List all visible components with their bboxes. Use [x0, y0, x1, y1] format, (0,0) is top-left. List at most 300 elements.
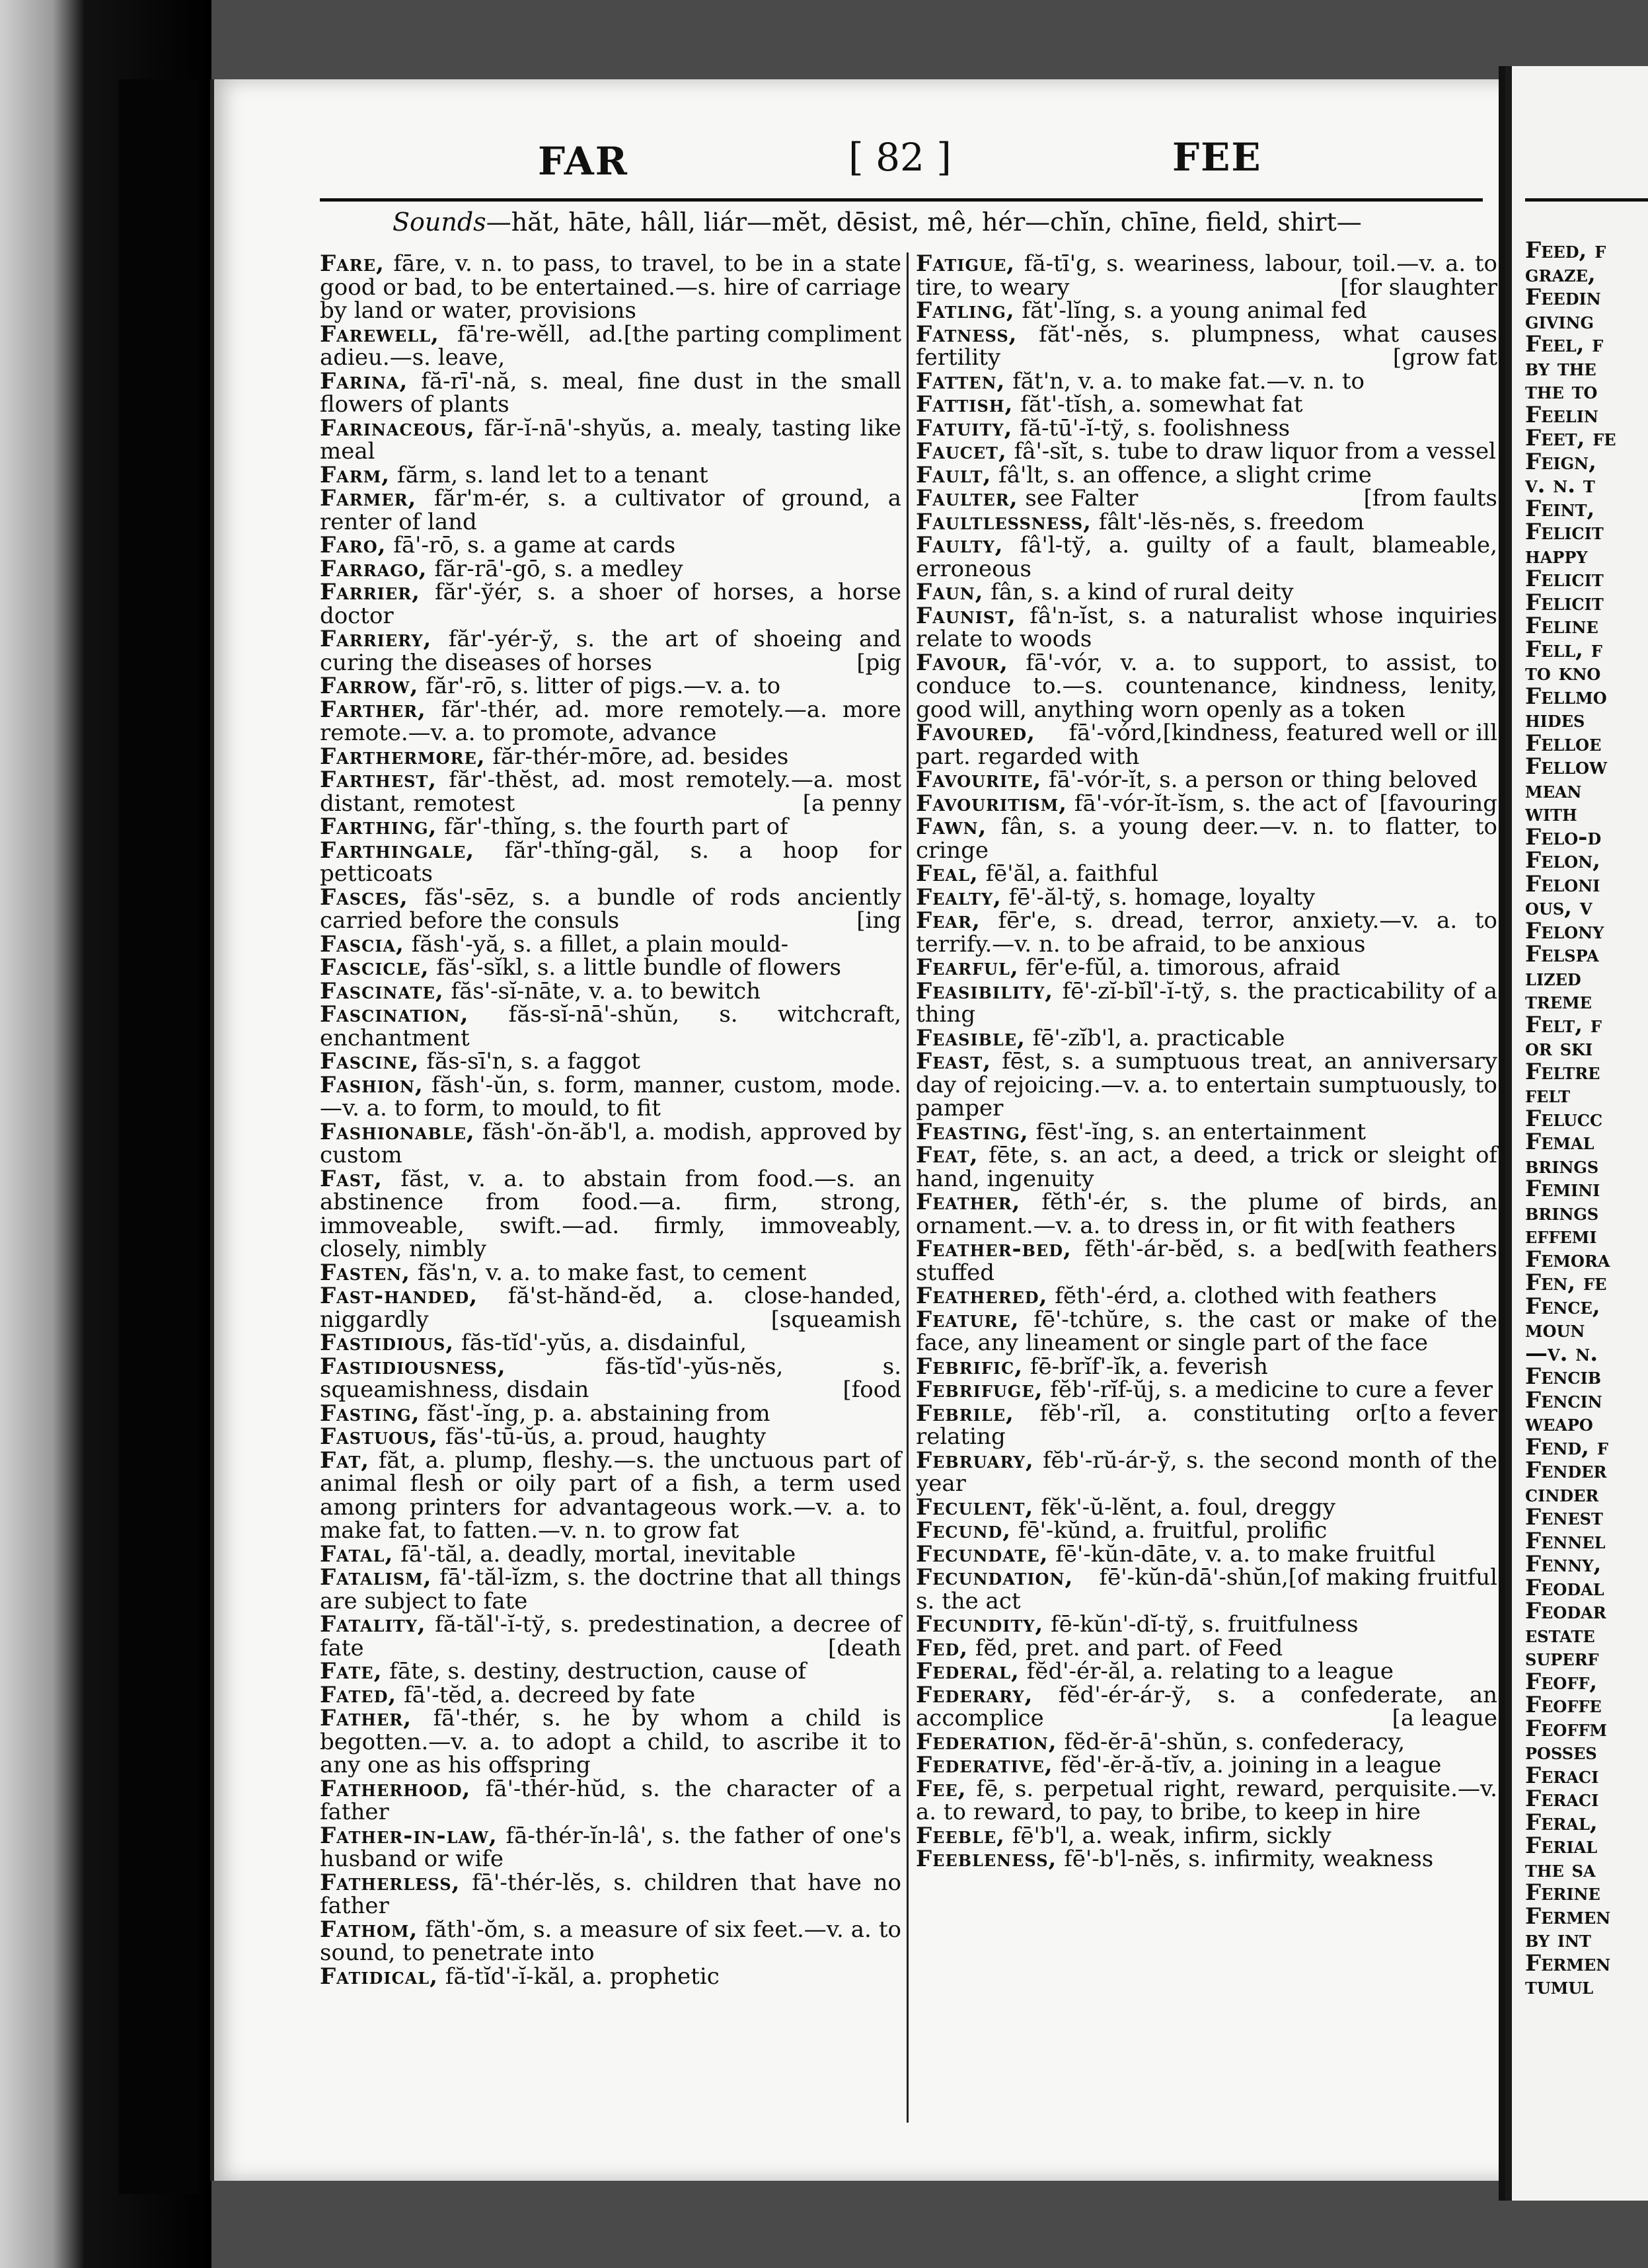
entry-headword: Fatten, [916, 367, 1006, 395]
next-page-line: Feelin [1525, 401, 1598, 428]
next-page-line: mean [1525, 776, 1582, 804]
entry-headword: Fatness, [916, 321, 1018, 348]
page-number: [ 82 ] [848, 135, 952, 180]
entry-headword: Fatidical, [320, 1963, 439, 1990]
column-divider [907, 252, 909, 2123]
next-page-rule [1525, 198, 1648, 202]
entry-headword: Favourite, [916, 767, 1042, 793]
entry-headword: Federative, [916, 1752, 1053, 1778]
entry-definition: fă-tăl'-ĭ-tў, s. predestination, a decree of fate [320, 1611, 901, 1661]
entry-headword: Fatal, [320, 1540, 394, 1568]
dictionary-entry [320, 745, 901, 769]
entry-headword: Feasible, [916, 1024, 1026, 1051]
entry-headword: Feal, [916, 860, 979, 887]
dictionary-entry [916, 461, 1497, 488]
next-page-line: Feline [1525, 613, 1598, 639]
entry-headword: Fast-handed, [320, 1283, 478, 1309]
entry-headword: Feasibility, [916, 977, 1054, 1004]
next-page-line: Feel, f [1525, 331, 1604, 358]
entry-headword: Farthermore, [320, 743, 486, 770]
entry-definition: făs'-sĭkl, s. a little bundle of flowers [436, 954, 841, 981]
dictionary-entry [320, 1566, 901, 1613]
next-page-line: moun [1525, 1316, 1585, 1343]
next-page-line: Fenny, [1525, 1551, 1602, 1577]
entry-definition: fā'-tĕd, a. decreed by fate [404, 1681, 696, 1708]
entry-definition: fĕd'-ér-ár-ў, s. a confederate, an accomplice [916, 1681, 1498, 1731]
next-page-line: Feodal [1525, 1574, 1604, 1601]
dictionary-entry [320, 839, 901, 886]
entry-definition: fā'-vórd, part. regarded with [916, 720, 1163, 770]
dictionary-entry [320, 1707, 901, 1778]
dictionary-entry [320, 977, 901, 1004]
next-page-line: estate [1525, 1621, 1595, 1648]
next-page-line: cinder [1525, 1480, 1599, 1507]
next-page-line: Fend, f [1525, 1433, 1608, 1460]
next-page-line: Femal [1525, 1129, 1594, 1155]
entry-headword: Feat, [916, 1142, 979, 1168]
next-page-line: Fell, f [1525, 636, 1602, 663]
next-page-line: Feint, [1525, 495, 1595, 522]
entry-headword: Fathom, [320, 1916, 418, 1943]
dictionary-entry [916, 1355, 1497, 1379]
dictionary-entry [320, 1871, 901, 1918]
next-page-line: Femini [1525, 1176, 1600, 1202]
entry-headword: Farrier, [320, 579, 420, 605]
entry-headword: Fastidious, [320, 1330, 455, 1356]
entry-carryover: [a penny [802, 790, 901, 817]
dictionary-entry [320, 628, 901, 675]
dictionary-entry [916, 1634, 1497, 1661]
dictionary-entry [320, 1540, 901, 1568]
entry-headword: Farthest, [320, 767, 437, 793]
next-page-line: Fender [1525, 1457, 1607, 1484]
entry-headword: Faucet, [916, 438, 1007, 465]
next-page-line: weapo [1525, 1410, 1593, 1437]
entry-definition: făr'-thér, ad. more remotely.—a. more remote.—v. a. to promote, advance [320, 696, 901, 746]
entry-headword: Fee, [916, 1775, 967, 1802]
entry-definition: făs-sī'n, s. a faggot [426, 1048, 640, 1075]
entry-definition: fĕd, pret. and part. of Feed [975, 1634, 1283, 1661]
entry-headword: Fate, [320, 1658, 383, 1684]
entry-headword: Farinaceous, [320, 414, 475, 441]
dictionary-entry [320, 1822, 901, 1872]
entry-definition: fĕb'-rŭ-ár-ў, s. the second month of the year [916, 1447, 1498, 1497]
entry-definition: făst, v. a. to abstain from food.—s. an abstinence from food.—a. firm, strong, immoveable, swift.—ad. firmly, immoveably, closely, nimbly [320, 1165, 901, 1262]
entry-carryover: [a league [1392, 1705, 1497, 1731]
entry-headword: Fashionable, [320, 1118, 475, 1145]
dictionary-entry [916, 1118, 1497, 1145]
entry-definition: fâ'n-ĭst, s. a naturalist whose inquiries relate to woods [916, 602, 1497, 652]
entry-definition: făr'-thĭng-găl, s. a hoop for petticoats [320, 837, 901, 887]
entry-headword: Fecundity, [916, 1611, 1044, 1638]
next-page-line: felt [1525, 1082, 1571, 1108]
entry-definition: făs'n, v. a. to make fast, to cement [417, 1259, 807, 1286]
entry-headword: Fascia, [320, 930, 404, 958]
next-page-line: Feet, fe [1525, 425, 1616, 451]
entry-definition: făr-ĭ-nā'-shyŭs, a. mealy, tasting like meal [320, 414, 901, 465]
entry-definition: fĕd-ĕr-ā'-shŭn, s. confederacy, [1064, 1728, 1405, 1755]
next-page-line: hides [1525, 706, 1585, 733]
entry-headword: Favour, [916, 649, 1008, 676]
dictionary-entry [320, 555, 901, 582]
entry-definition: făr-rā'-gō, s. a medley [434, 555, 683, 582]
dictionary-entry [916, 862, 1497, 886]
header-rule [320, 198, 1483, 202]
entry-headword: Feast, [916, 1048, 992, 1075]
dictionary-entry [320, 581, 901, 628]
next-page-line: Fellow [1525, 753, 1608, 780]
entry-definition: fĕb'-rĭl, a. constituting or relating [916, 1400, 1380, 1450]
next-page-line: posses [1525, 1739, 1597, 1765]
dictionary-entry [916, 977, 1497, 1028]
entry-headword: Fascination, [320, 1001, 469, 1028]
entry-headword: Farmer, [320, 485, 417, 511]
entry-definition: făr'm-ér, s. a cultivator of ground, a renter of land [320, 485, 901, 535]
entry-definition: fē'-kŭn-dāte, v. a. to make fruitful [1055, 1540, 1436, 1568]
dictionary-entry [916, 1848, 1497, 1871]
next-page-line: v. n. t [1525, 472, 1595, 498]
next-page-line: Fenest [1525, 1504, 1603, 1531]
entry-headword: Farriery, [320, 626, 432, 652]
entry-definition: făt, a. plump, fleshy.—s. the unctuous part of animal flesh or oily part of a fish, a term used among printers for advantageous work.—v. a. to make fat, to fatten.—v. n. to grow fat [320, 1447, 901, 1544]
next-page-line: Feraci [1525, 1762, 1599, 1789]
dictionary-entry [320, 1003, 901, 1050]
entry-headword: Fated, [320, 1681, 397, 1708]
next-page-line: ous, v [1525, 894, 1592, 921]
dictionary-entry [916, 1449, 1497, 1496]
entry-headword: Farina, [320, 367, 408, 395]
entry-headword: Federation, [916, 1728, 1057, 1755]
entry-definition: făth'-ŏm, s. a measure of six feet.—v. a. to sound, to penetrate into [320, 1916, 902, 1966]
entry-headword: Favouritism, [916, 790, 1068, 817]
dictionary-entry [916, 440, 1497, 464]
entry-definition: fărm, s. land let to a tenant [396, 461, 708, 488]
next-page-line: Feltre [1525, 1058, 1600, 1085]
entry-definition: fē-kŭn'-dĭ-tў, s. fruitfulness [1051, 1611, 1359, 1638]
next-page-line: Felucc [1525, 1105, 1603, 1132]
entry-headword: Fecundation, [916, 1564, 1074, 1591]
entry-carryover: [ing [856, 907, 901, 934]
entry-definition: fân, s. a kind of rural deity [991, 579, 1294, 605]
dictionary-entry [916, 1493, 1497, 1521]
entry-headword: Father, [320, 1705, 412, 1731]
next-page-line: to kno [1525, 660, 1601, 686]
entry-definition: fēst'-ĭng, s. an entertainment [1035, 1118, 1367, 1145]
entry-carryover: [the parting compliment [623, 321, 901, 348]
entry-headword: Fatigue, [916, 250, 1016, 277]
dictionary-entry [320, 414, 901, 465]
entry-headword: Fat, [320, 1447, 370, 1474]
dictionary-entry [320, 886, 901, 933]
entry-headword: Fed, [916, 1634, 969, 1661]
dictionary-entry [916, 393, 1497, 417]
next-page-line: Feign, [1525, 448, 1596, 475]
entry-definition: fē'-zĭ-bĭl'-ĭ-tў, s. the practicability of a thing [916, 977, 1497, 1028]
next-page-line: happy [1525, 542, 1588, 569]
next-page-line: Fermen [1525, 1949, 1611, 1977]
entry-definition: fē-brĭf'-ĭk, a. feverish [1030, 1353, 1268, 1380]
dictionary-entry [320, 956, 901, 980]
entry-headword: Farrago, [320, 555, 428, 582]
entry-headword: Feature, [916, 1306, 1020, 1333]
entry-definition: făs'-tū-ŭs, a. proud, haughty [445, 1423, 767, 1450]
next-page-line: Felt, f [1525, 1011, 1602, 1038]
entry-headword: Favoured, [916, 720, 1035, 746]
next-page-line: by the [1525, 354, 1596, 381]
next-page-line: Feraci [1525, 1786, 1599, 1812]
entry-definition: făr'-thĕst, ad. most remotely.—a. most distant, remotest [320, 767, 901, 817]
dictionary-entry [916, 487, 1497, 511]
dictionary-entry [916, 1024, 1497, 1051]
dictionary-entry [320, 1071, 901, 1121]
entry-definition: fâ'l-tў, a. guilty of a fault, blameable, erroneous [916, 532, 1497, 582]
dictionary-entry [916, 1775, 1497, 1825]
dictionary-entry [320, 930, 901, 958]
next-page-line: graze, [1525, 260, 1596, 287]
entry-headword: Fascine, [320, 1048, 420, 1075]
entry-definition: fă'st-hănd-ĕd, a. close-handed, niggardly [320, 1283, 901, 1333]
next-page-fragment [1505, 66, 1648, 2201]
entry-headword: Federary, [916, 1681, 1033, 1708]
entry-headword: February, [916, 1447, 1034, 1474]
dictionary-entry [320, 1660, 901, 1684]
entry-headword: Fecund, [916, 1517, 1012, 1544]
entry-definition: făs-tĭd'-yŭs, a. disdainful, [461, 1330, 747, 1356]
dictionary-entry [320, 1613, 901, 1660]
left-column [320, 252, 901, 1988]
dictionary-entry [916, 1822, 1497, 1849]
entry-definition: fâ'lt, s. an offence, a slight crime [998, 461, 1372, 488]
entry-headword: Feeble, [916, 1822, 1006, 1849]
entry-headword: Farthing, [320, 813, 437, 840]
entry-definition: fă-tī'g, s. weariness, labour, toil.—v. a. to tire, to weary [916, 250, 1497, 301]
entry-definition: fē'-ăl-tў, s. homage, loyalty [1008, 884, 1316, 911]
next-page-line: Feoffe [1525, 1692, 1602, 1718]
entry-headword: Fascinate, [320, 977, 444, 1004]
entry-definition: fĕd'-ĕr-ă-tĭv, a. joining in a league [1060, 1752, 1442, 1778]
entry-definition: fēr'e-fŭl, a. timorous, afraid [1026, 954, 1341, 981]
entry-headword: Fasting, [320, 1400, 420, 1427]
entry-headword: Fashion, [320, 1071, 424, 1098]
entry-definition: see Falter [1025, 485, 1139, 511]
entry-headword: Farther, [320, 696, 426, 723]
entry-headword: Fattish, [916, 391, 1014, 418]
entry-headword: Fatherless, [320, 1869, 461, 1896]
entry-definition: fē'ăl, a. faithful [985, 860, 1158, 887]
dictionary-entry [916, 1728, 1497, 1755]
entry-headword: Febrific, [916, 1353, 1024, 1380]
dictionary-entry [916, 1613, 1497, 1637]
dictionary-entry [916, 299, 1497, 323]
entry-definition: făr'-yér-ў, s. the art of shoeing and curing the diseases of horses [320, 626, 901, 676]
entry-definition: făs'-sĭ-nāte, v. a. to bewitch [451, 977, 761, 1004]
dictionary-entry [320, 461, 901, 488]
next-page-line: Felicit [1525, 519, 1604, 545]
entry-definition: fā're-wĕll, ad. adieu.—s. leave, [320, 321, 624, 371]
entry-carryover: [grow fat [1392, 344, 1497, 371]
entry-definition: fē'-kŭn-dā'-shŭn, s. the act [916, 1564, 1289, 1614]
entry-definition: fē'-kŭnd, a. fruitful, prolific [1018, 1517, 1328, 1544]
dictionary-entry [916, 508, 1497, 535]
dictionary-entry [916, 1754, 1497, 1778]
entry-headword: Fastidiousness, [320, 1353, 506, 1380]
entry-headword: Fatherhood, [320, 1775, 471, 1802]
next-page-line: with [1525, 800, 1577, 827]
entry-definition: fē'-b'l-nĕs, s. infirmity, weakness [1064, 1846, 1434, 1872]
entry-headword: Fearful, [916, 954, 1019, 981]
dictionary-entry [320, 815, 901, 839]
entry-definition: fĕth'-ár-bĕd, s. a bed stuffed [916, 1236, 1338, 1286]
right-column [916, 252, 1497, 1871]
entry-headword: Febrile, [916, 1400, 1014, 1427]
dictionary-entry [320, 1165, 901, 1262]
entry-headword: Feather-bed, [916, 1236, 1072, 1262]
dictionary-entry [916, 252, 1497, 299]
entry-carryover: [with feathers [1337, 1236, 1497, 1262]
entry-definition: făr'-ўér, s. a shoer of horses, a horse doctor [320, 579, 901, 629]
dictionary-entry [916, 602, 1497, 652]
dictionary-entry [320, 1425, 901, 1449]
next-page-line: or ski [1525, 1035, 1593, 1061]
dictionary-entry [320, 1918, 901, 1965]
entry-definition: fă-tĭd'-ĭ-kăl, a. prophetic [445, 1963, 720, 1990]
sounds-text: —hăt, hāte, hâll, liár—mĕt, dēsist, mê, hér—chĭn, chīne, field, shirt— [486, 208, 1362, 237]
entry-definition: fâ'-sĭt, s. tube to draw liquor from a vessel [1014, 438, 1496, 465]
entry-definition: făr-thér-mōre, ad. besides [492, 743, 789, 770]
next-page-line: —v. n. [1525, 1340, 1598, 1367]
entry-headword: Faultlessness, [916, 508, 1092, 535]
dictionary-entry [916, 414, 1497, 441]
entry-definition: fĕk'-ŭ-lĕnt, a. foul, dreggy [1041, 1493, 1335, 1521]
entry-definition: fĕb'-rĭf-ŭj, s. a medicine to cure a fever [1050, 1377, 1493, 1403]
entry-definition: făs-tĭd'-yŭs-nĕs, s. squeamishness, disdain [320, 1353, 901, 1403]
next-page-line: Feral, [1525, 1809, 1598, 1836]
entry-carryover: [of making fruitful [1288, 1564, 1497, 1591]
entry-definition: fā'-tăl-ĭzm, s. the doctrine that all things are subject to fate [320, 1564, 902, 1614]
next-page-line: Ferial [1525, 1833, 1598, 1859]
dictionary-entry [916, 1050, 1497, 1121]
sounds-label: Sounds [393, 208, 486, 237]
dictionary-entry [320, 534, 901, 558]
entry-headword: Farrow, [320, 673, 419, 699]
entry-headword: Faro, [320, 532, 387, 558]
next-page-line: Feoff, [1525, 1668, 1598, 1695]
dictionary-entry [916, 367, 1497, 395]
dictionary-page [210, 79, 1509, 2181]
entry-definition: fă-rī'-nă, s. meal, fine dust in the small flowers of plants [320, 367, 901, 418]
entry-headword: Fealty, [916, 884, 1002, 911]
next-page-line: tumul [1525, 1973, 1594, 2000]
entry-definition: fă-tū'-ĭ-tў, s. foolishness [1020, 414, 1291, 441]
next-page-line: Fermen [1525, 1903, 1611, 1930]
entry-definition: fēte, s. an act, a deed, a trick or sleight of hand, ingenuity [916, 1142, 1497, 1192]
entry-definition: făt'n, v. a. to make fat.—v. n. to [1012, 367, 1365, 395]
dictionary-entry [916, 323, 1497, 370]
dictionary-entry [916, 1681, 1498, 1731]
next-page-line: brings [1525, 1199, 1599, 1226]
entry-headword: Faun, [916, 579, 984, 605]
dictionary-entry [916, 1660, 1497, 1684]
entry-headword: Farthingale, [320, 837, 475, 864]
entry-headword: Faulty, [916, 532, 1004, 558]
entry-definition: fā'-vór, v. a. to support, to assist, to conduce to.—s. countenance, kindness, lenity, good will, anything worn openly as a token [916, 649, 1497, 723]
dictionary-entry [916, 1519, 1497, 1543]
next-page-line: lized [1525, 964, 1581, 991]
next-page-line: Fence, [1525, 1293, 1600, 1320]
next-page-line: Feloni [1525, 870, 1600, 897]
dictionary-entry [320, 487, 901, 534]
dictionary-entry [320, 1118, 902, 1168]
entry-headword: Faunist, [916, 602, 1016, 629]
entry-headword: Fecundate, [916, 1540, 1049, 1568]
entry-carryover: [pig [856, 649, 901, 676]
next-page-line: Felloe [1525, 730, 1602, 757]
entry-definition: fāte, s. destiny, destruction, cause of [389, 1658, 806, 1684]
next-page-line: brings [1525, 1152, 1599, 1179]
next-page-line: the to [1525, 378, 1598, 404]
next-page-line: Felicit [1525, 589, 1604, 616]
entry-carryover: [squeamish [770, 1306, 901, 1333]
dictionary-entry [320, 696, 901, 746]
dictionary-entry [320, 367, 901, 418]
entry-headword: Fast, [320, 1165, 383, 1192]
entry-headword: Feebleness, [916, 1846, 1057, 1872]
entry-definition: fā'-vór-ĭt-ĭsm, s. the act of [1074, 790, 1367, 817]
entry-headword: Fascicle, [320, 954, 430, 981]
dictionary-entry [320, 1449, 901, 1543]
entry-definition: fā'-tăl, a. deadly, mortal, inevitable [400, 1540, 796, 1568]
dictionary-entry [320, 1965, 901, 1989]
next-page-line: Fennel [1525, 1527, 1606, 1554]
next-page-line: Fen, fe [1525, 1269, 1607, 1296]
entry-headword: Father-in-law, [320, 1822, 498, 1849]
dictionary-entry [320, 1681, 901, 1708]
entry-headword: Fasces, [320, 884, 408, 911]
entry-definition: făsh'-ŏn-ăb'l, a. modish, approved by custom [320, 1118, 902, 1168]
entry-definition: fā'-thér-hŭd, s. the character of a father [320, 1775, 902, 1825]
left-guide-word: FAR [538, 139, 628, 184]
dictionary-entry [916, 909, 1497, 956]
dictionary-entry [916, 534, 1497, 581]
next-page-line: Feoffm [1525, 1715, 1607, 1742]
entry-definition: fā'-rō, s. a game at cards [393, 532, 676, 558]
entry-definition: fâlt'-lĕs-nĕs, s. freedom [1098, 508, 1365, 535]
entry-definition: fē'-tchŭre, s. the cast or make of the face, any lineament or single part of the face [916, 1306, 1497, 1356]
next-page-line: Feodar [1525, 1598, 1606, 1624]
entry-definition: fēst, s. a sumptuous treat, an anniversary day of rejoicing.—v. a. to entertain sumptuously, to pamper [916, 1048, 1497, 1121]
entry-definition: fē, s. perpetual right, reward, perquisite.—v. a. to reward, to pay, to bribe, to keep in hire [916, 1775, 1497, 1825]
entry-headword: Feathered, [916, 1283, 1048, 1309]
entry-definition: fĕth'-ér, s. the plume of birds, an ornament.—v. a. to dress in, or fit with feathers [916, 1189, 1497, 1239]
dictionary-entry [916, 886, 1497, 910]
entry-headword: Farm, [320, 461, 391, 488]
dictionary-entry [916, 1308, 1497, 1355]
dictionary-entry [916, 1144, 1497, 1191]
dictionary-entry [320, 1285, 901, 1332]
entry-headword: Fastuous, [320, 1423, 438, 1450]
entry-carryover: [favouring [1379, 790, 1497, 817]
entry-definition: făt'-tĭsh, a. somewhat fat [1020, 391, 1303, 418]
entry-definition: fē'b'l, a. weak, infirm, sickly [1012, 1822, 1331, 1849]
entry-carryover: [death [828, 1634, 901, 1661]
entry-carryover: [from faults [1363, 485, 1497, 511]
entry-definition: fē'-zĭb'l, a. practicable [1032, 1024, 1285, 1051]
entry-definition: făr'-rō, s. litter of pigs.—v. a. to [426, 673, 781, 699]
next-page-line: Ferine [1525, 1879, 1600, 1906]
next-page-line: the sa [1525, 1856, 1596, 1883]
entry-definition: făt'-nĕs, s. plumpness, what causes fertility [916, 321, 1497, 371]
entry-carryover: [food [843, 1377, 901, 1403]
